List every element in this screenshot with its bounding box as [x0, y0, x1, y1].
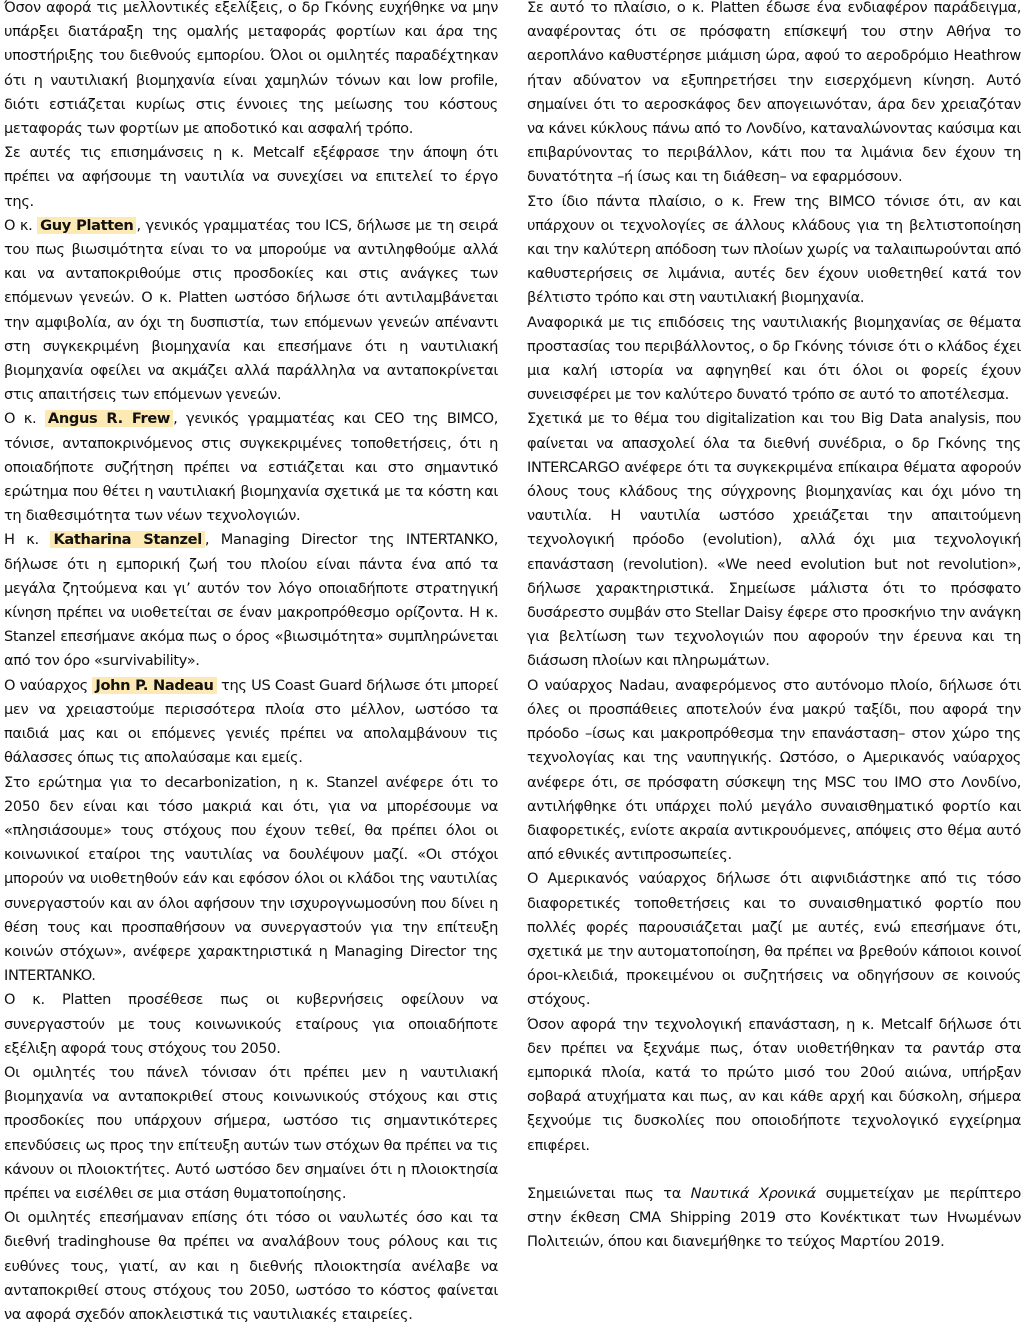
highlighted-name-katharina-stanzel: Katharina Stanzel — [50, 531, 204, 548]
paragraph-spacer — [527, 1158, 1021, 1182]
right-column — [527, 0, 1021, 1254]
paragraph: Όσον αφορά τις μελλοντικές εξελίξεις, ο δρ Γκόνης ευχήθηκε να μην υπάρξει διατάραξη της ομαλής μεταφοράς φορτίων και άρα της υποστήριξης του διεθνούς εμπορίου. Όλοι οι ομιλητές παραδέχτηκαν ότι η ναυτιλιακή βιομηχανία είναι χαμηλών τόνων και low profile, διότι εστιάζεται κυρίως στις έννοιες της μείωσης του κόστους μεταφοράς των φορτίων με αποδοτικό και ασφαλή τρόπο. — [4, 0, 498, 138]
paragraph: Οι ομιλητές επεσήμαναν επίσης ότι τόσο οι ναυλωτές όσο και τα διεθνή tradinghouse θα πρέπει να αναλάβουν τους ρόλους και τις ευθύνες τους, γιατί, αν και η διεθνής πλοιοκτησία ανέλαβε να ανταποκριθεί στους στόχους του 2050, ωστόσο το κόστος φαίνεται να αφορά σχεδόν αποκλειστικά τις ναυτιλιακές εταιρείες. — [4, 1209, 498, 1323]
paragraph: Σε αυτό το πλαίσιο, ο κ. Platten έδωσε ένα ενδιαφέρον παράδειγμα, αναφέροντας ότι σε πρόσφατη επίσκεψή του στην Αθήνα το αεροπλάνο καθυστέρησε μιάμιση ώρα, αφού το αεροδρόμιο Heathrow ήταν αδύνατον να εξυπηρετήσει την εισερχόμενη κίνηση. Αυτό σημαίνει ότι το αεροσκάφος δεν απογειωνόταν, άρα δεν χρειαζόταν να κάνει κύκλους πάνω από το Λονδίνο, καταναλώνοντας καύσιμα και επιβαρύνοντας το περιβάλλον, κάτι που τα λιμάνια δεν έχουν τη δυνατότητα –ή ίσως και τη διάθεση– να εφαρμόσουν. — [527, 0, 1021, 186]
paragraph — [4, 528, 498, 673]
highlighted-name-guy-platten: Guy Platten — [37, 217, 136, 234]
publication-name: Ναυτικά Χρονικά — [690, 1184, 816, 1202]
note-text: Σημειώνεται πως τα — [527, 1184, 691, 1202]
paragraph: Ο ναύαρχος Nadau, αναφερόμενος στο αυτόνομο πλοίο, δήλωσε ότι όλες οι προσπάθειες αποτελούν ένα μακρύ ταξίδι, που αφορά την πρόοδο –ίσως και μακροπρόθεσμα την επανάσταση– στον χώρο της τεχνολογίας και της ναυπηγικής. Ωστόσο, ο Αμερικανός ναύαρχος ανέφερε ότι, σε πρόσφατη σύσκεψη της MSC του IMO στο Λονδίνο, αντιλήφθηκε ότι υπάρχει πολύ μεγάλο συναισθηματικό φορτίο και διαφορετικές, ενίοτε ακραία αντικρουόμενες, απόψεις στο θέμα αυτό από εθνικές αντιπροσωπείες. — [527, 676, 1021, 864]
paragraph: Ο Αμερικανός ναύαρχος δήλωσε ότι αιφνιδιάστηκε από τις τόσο διαφορετικές τοποθετήσεις και το συναισθηματικό φορτίο που πολλές φορές παρουσιάζεται μαζί με αυτές, ενώ επεσήμανε ότι, σχετικά με την αυτοματοποίηση, θα πρέπει να βρεθούν κάποιοι κοινοί όροι-κλειδιά, προκειμένου οι συζητήσεις να οδηγήσουν σε κοινούς στόχους. — [527, 870, 1021, 1009]
paragraph: Όσον αφορά την τεχνολογική επανάσταση, η κ. Metcalf δήλωσε ότι δεν πρέπει να ξεχνάμε πως, όταν υιοθετήθηκαν τα ραντάρ στα εμπορικά πλοία, κατά το πρώτο μισό του 20ού αιώνα, υπήρξαν σοβαρά ατυχήματα και πως, αν και κάθε αρχή και δύσκολη, σήμερα ξεχνούμε τις δυσκολίες που οποιοδήποτε τεχνολογικό εγχείρημα επιφέρει. — [527, 1015, 1021, 1154]
paragraph — [4, 214, 498, 408]
paragraph-text: Ο ναύαρχος — [4, 676, 93, 694]
paragraph: Ο κ. Platten προσέθεσε πως οι κυβερνήσεις οφείλουν να συνεργαστούν με τους κοινωνικούς εταίρους για οποιαδήποτε εξέλιξη αφορά τους στόχους του 2050. — [4, 991, 498, 1057]
paragraph-text: της US Coast Guard δήλωσε ότι μπορεί μεν να χρειαστούμε περισσότερα πλοία στο μέλλον, ωστόσο τα παιδιά μας και οι επόμενες γενιές πρέπει να απολαμβάνουν τις θάλασσες όπως τις απολαύσαμε και εμείς. — [4, 676, 498, 767]
paragraph: Στο ίδιο πάντα πλαίσιο, ο κ. Frew της BIMCO τόνισε ότι, αν και υπάρχουν οι τεχνολογίες σε άλλους κλάδους για τη βελτιστοποίηση και την καλύτερη απόδοση των πλοίων χωρίς να ταλαιπωρούνται από καθυστερήσεις σε λιμάνια, αυτές δεν έχουν υιοθετηθεί κατά τον βέλτιστο τρόπο και στη ναυτιλιακή βιομηχανία. — [527, 192, 1021, 307]
paragraph: Στο ερώτημα για το decarbonization, η κ. Stanzel ανέφερε ότι το 2050 δεν είναι και τόσο μακριά και ότι, για να μπορέσουμε να «πλησιάσουμε» τους στόχους που έχουν τεθεί, θα πρέπει όλοι οι κοινωνικοί εταίροι της ναυτιλίας να δουλέψουν μαζί. «Οι στόχοι μπορούν να υιοθετηθούν εάν και εφόσον όλοι οι κλάδοι της ναυτιλίας συνεργαστούν και αν όλοι αφήσουν την ισχυρογνωμοσύνη που δίνει η θέση τους και προσπαθήσουν να συνεργαστούν για την επίτευξη κοινών στόχων», ανέφερε χαρακτηριστικά η Managing Director της INTERTANKO. — [4, 773, 498, 985]
left-column — [4, 0, 498, 1327]
paragraph-text: , γενικός γραμματέας και CEO της BIMCO, τόνισε, ανταποκρινόμενος στις συγκεκριμένες τοποθετήσεις, ότι η οποιαδήποτε συζήτηση πρέπει να εστιάζεται και στο σημαντικό ερώτημα που θέτει η ναυτιλιακή βιομηχανία σχετικά με τα κόστη και τη διαθεσιμότητα των νέων τεχνολογιών. — [4, 410, 499, 525]
paragraph: Αναφορικά με τις επιδόσεις της ναυτιλιακής βιομηχανίας σε θέματα προστασίας του περιβάλλοντος, ο δρ Γκόνης τόνισε ότι ο κλάδος έχει μια καλή ιστορία να αφηγηθεί και ότι όλοι οι φορείς έχουν συνεισφέρει με τον καλύτερο δυνατό τρόπο σε αυτό το αποτέλεσμα. — [527, 313, 1021, 404]
paragraph: Σχετικά με το θέμα του digitalization και του Big Data analysis, που φαίνεται να απασχολεί όλα τα διεθνή συνέδρια, ο δρ Γκόνης της INTERCARGO ανέφερε ότι τα συγκεκριμένα επίκαιρα θέματα αφορούν όλους τους κλάδους της σύγχρονης βιομηχανίας και όχι μόνο τη ναυτιλία. Η ναυτιλία ωστόσο χρειάζεται την απαιτούμενη τεχνολογική πρόοδο (evolution), αλλά όχι μια τεχνολογική επανάσταση (revolution). «We need evolution but not revolution», δήλωσε χαρακτηριστικά. Σημείωσε μάλιστα ότι το πρόσφατο δυσάρεστο συμβάν στο Stellar Daisy έφερε στο προσκήνιο την ανάγκη για βελτίωση των τεχνολογιών που αφορούν την έρευνα και τη διάσωση πλοίων και πληρωμάτων. — [527, 410, 1021, 670]
paragraph — [4, 407, 498, 528]
note-text: συμμετείχαν με περίπτερο στην έκθεση CMA Shipping 2019 στο Κονέκτικατ των Ηνωμένων Πολιτειών, όπου και διανεμήθηκε το τεύχος Μαρτίου 2019. — [527, 1184, 1021, 1251]
paragraph: Οι ομιλητές του πάνελ τόνισαν ότι πρέπει μεν η ναυτιλιακή βιομηχανία να ανταποκριθεί στους κοινωνικούς στόχους και στις προσδοκίες που υπάρχουν σήμερα, ωστόσο τις σημαντικότερες επενδύσεις ως προς την επίτευξη αυτών των στόχων θα πρέπει να τις κάνουν οι πλοιοκτήτες. Αυτό ωστόσο δεν σημαίνει ότι η πλοιοκτησία πρέπει να εισέλθει σε μια στάση θυματοποίησης. — [4, 1063, 498, 1202]
paragraph-text: Ο κ. — [4, 216, 38, 234]
closing-note — [527, 1182, 1021, 1255]
paragraph-text: Η κ. — [4, 531, 51, 549]
paragraph — [4, 674, 498, 771]
paragraph-text: , Managing Director της INTERTANKO, δήλωσε ότι η εμπορική ζωή του πλοίου είναι πάντα ένα από τα μεγάλα ζητούμενα και γι’ αυτόν τον λόγο οποιαδήποτε στρατηγική κίνηση πρέπει να υιοθετείται σε έναν μακροπρόθεσμο ορίζοντα. Η κ. Stanzel επεσήμανε ακόμα πως ο όρος «βιωσιμότητα» συμπληρώνεται από τον όρο «survivability». — [4, 531, 498, 670]
paragraph: Σε αυτές τις επισημάνσεις η κ. Metcalf εξέφρασε την άποψη ότι πρέπει να αφήσουμε τη ναυτιλία να συνεχίσει να επιτελεί το έργο της. — [4, 144, 498, 210]
paragraph-text: , γενικός γραμματέας του ICS, δήλωσε με τη σειρά του πως βιωσιμότητα είναι το να μπορούμε να αντιληφθούμε αλλά και να ανταποκριθούμε στις προσδοκίες και στις ανάγκες των επόμενων γενεών. Ο κ. Platten ωστόσο δήλωσε ότι αντιλαμβάνεται την αμφιβολία, αν όχι τη δυσπιστία, των επόμενων γενεών απέναντι στη συγκεκριμένη βιομηχανία και επεσήμανε ότι η ναυτιλιακή βιομηχανία οφείλει να ακμάζει αλλά παράλληλα να ανταποκρίνεται στις απαιτήσεις των επόμενων γενεών. — [4, 216, 498, 404]
highlighted-name-john-nadeau: John P. Nadeau — [92, 677, 216, 694]
highlighted-name-angus-frew: Angus R. Frew — [45, 410, 173, 427]
paragraph-text: Ο κ. — [4, 410, 45, 428]
